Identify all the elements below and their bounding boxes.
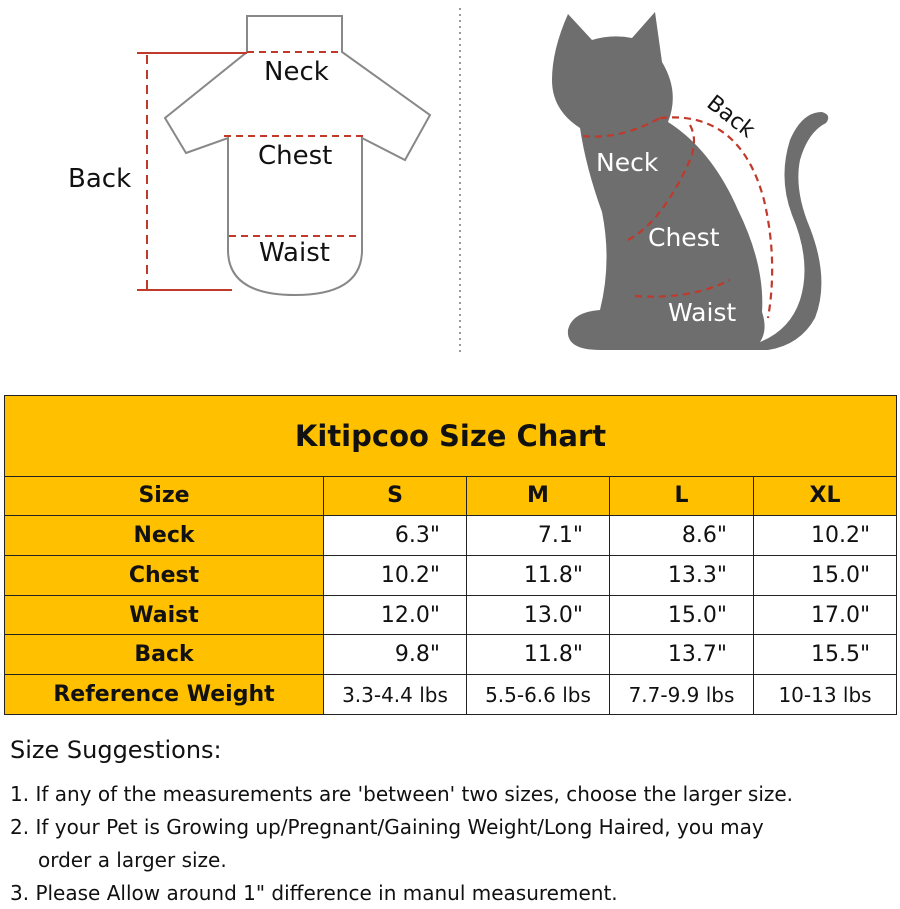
size-header-row — [5, 476, 897, 516]
cell-chest-l: 13.3" — [610, 555, 754, 595]
cell-weight-l: 7.7-9.9 lbs — [610, 675, 754, 715]
cell-waist-m: 13.0" — [467, 595, 610, 635]
cell-neck-s: 6.3" — [324, 516, 467, 556]
shirt-waist-label: Waist — [259, 238, 330, 268]
cell-neck-xl: 10.2" — [754, 516, 897, 556]
row-label-chest: Chest — [5, 555, 324, 595]
suggestion-item-2: 2. If your Pet is Growing up/Pregnant/Gaining Weight/Long Haired, you may — [10, 815, 764, 839]
cat-back-label: Back — [701, 90, 760, 144]
size-header-m: M — [467, 476, 610, 516]
size-chart-title-row — [5, 396, 897, 477]
suggestion-item-3: 3. Please Allow around 1" difference in manul measurement. — [10, 881, 618, 905]
size-header-l: L — [610, 476, 754, 516]
cell-back-s: 9.8" — [324, 635, 467, 675]
size-chart-table — [4, 395, 897, 715]
shirt-chest-label: Chest — [258, 141, 333, 171]
table-row-weight — [5, 675, 897, 715]
cell-back-xl: 15.5" — [754, 635, 897, 675]
size-header-s: S — [324, 476, 467, 516]
cell-back-l: 13.7" — [610, 635, 754, 675]
row-label-neck: Neck — [5, 516, 324, 556]
cat-neck-label: Neck — [596, 148, 659, 177]
size-header-xl: XL — [754, 476, 897, 516]
size-chart-title: Kitipcoo Size Chart — [5, 396, 897, 477]
row-label-waist: Waist — [5, 595, 324, 635]
shirt-back-label: Back — [68, 164, 132, 194]
cell-back-m: 11.8" — [467, 635, 610, 675]
cell-waist-s: 12.0" — [324, 595, 467, 635]
cell-neck-l: 8.6" — [610, 516, 754, 556]
shirt-neck-label: Neck — [264, 57, 329, 87]
cell-chest-xl: 15.0" — [754, 555, 897, 595]
cat-chest-label: Chest — [648, 223, 720, 252]
cell-chest-s: 10.2" — [324, 555, 467, 595]
suggestion-item-2-cont: order a larger size. — [38, 848, 227, 872]
table-row-chest — [5, 555, 897, 595]
row-label-back: Back — [5, 635, 324, 675]
row-label-weight: Reference Weight — [5, 675, 324, 715]
cell-waist-l: 15.0" — [610, 595, 754, 635]
table-row-back — [5, 635, 897, 675]
cell-waist-xl: 17.0" — [754, 595, 897, 635]
table-row-waist — [5, 595, 897, 635]
cat-diagram — [552, 12, 828, 350]
measurement-diagrams — [0, 0, 900, 380]
diagram-canvas — [0, 0, 900, 380]
cell-neck-m: 7.1" — [467, 516, 610, 556]
suggestions-title: Size Suggestions: — [10, 736, 222, 764]
cell-weight-s: 3.3-4.4 lbs — [324, 675, 467, 715]
cell-chest-m: 11.8" — [467, 555, 610, 595]
suggestion-item-1: 1. If any of the measurements are 'between' two sizes, choose the larger size. — [10, 782, 794, 806]
size-header-label: Size — [5, 476, 324, 516]
table-row-neck — [5, 516, 897, 556]
cell-weight-xl: 10-13 lbs — [754, 675, 897, 715]
cat-waist-label: Waist — [668, 298, 737, 327]
shirt-diagram — [68, 16, 430, 295]
cell-weight-m: 5.5-6.6 lbs — [467, 675, 610, 715]
